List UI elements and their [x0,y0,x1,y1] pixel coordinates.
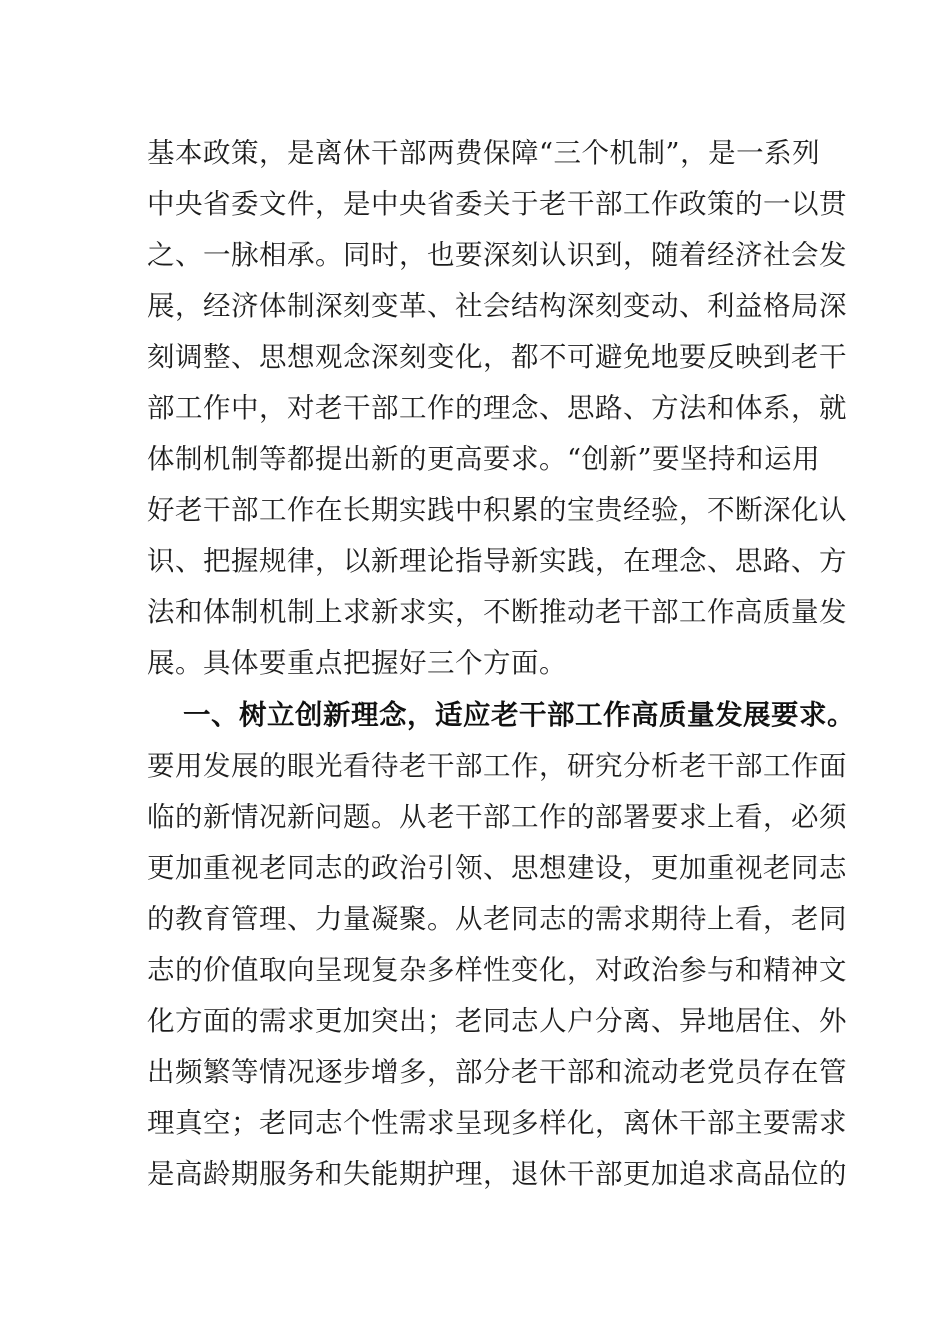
section-heading: 一、树立创新理念，适应老干部工作高质量发展要求。 [183,699,855,731]
text-line: 的教育管理、力量凝聚。从老同志的需求期待上看，老同 [147,903,847,935]
paragraph-continued [147,128,847,689]
text-line: 展。具体要重点把握好三个方面。 [147,647,567,679]
text-line: 展，经济体制深刻变革、社会结构深刻变动、利益格局深 [147,290,847,322]
text-line: 理真空；老同志个性需求呈现多样化，离休干部主要需求 [147,1107,847,1139]
text-line: 识、把握规律，以新理论指导新实践，在理念、思路、方 [147,545,847,577]
text-line: 更加重视老同志的政治引领、思想建设，更加重视老同志 [147,852,847,884]
text-line: 临的新情况新问题。从老干部工作的部署要求上看，必须 [147,801,847,833]
text-line: 之、一脉相承。同时，也要深刻认识到，随着经济社会发 [147,239,847,271]
text-line: 化方面的需求更加突出；老同志人户分离、异地居住、外 [147,1005,847,1037]
text-line: 刻调整、思想观念深刻变化，都不可避免地要反映到老干 [147,341,847,373]
text-line: 部工作中，对老干部工作的理念、思路、方法和体系，就 [147,392,847,424]
text-line: 基本政策，是离休干部两费保障“三个机制”，是一系列 [147,137,821,169]
text-line: 体制机制等都提出新的更高要求。“创新”要坚持和运用 [147,443,821,475]
text-line: 中央省委文件，是中央省委关于老干部工作政策的一以贯 [147,188,847,220]
text-line: 是高龄期服务和失能期护理，退休干部更加追求高品位的 [147,1158,847,1190]
text-line: 要用发展的眼光看待老干部工作，研究分析老干部工作面 [147,750,847,782]
text-line: 出频繁等情况逐步增多，部分老干部和流动老党员存在管 [147,1056,847,1088]
text-line: 法和体制机制上求新求实，不断推动老干部工作高质量发 [147,596,847,628]
text-line: 志的价值取向呈现复杂多样性变化，对政治参与和精神文 [147,954,847,986]
text-line: 好老干部工作在长期实践中积累的宝贵经验，不断深化认 [147,494,847,526]
section-one [147,690,855,1200]
